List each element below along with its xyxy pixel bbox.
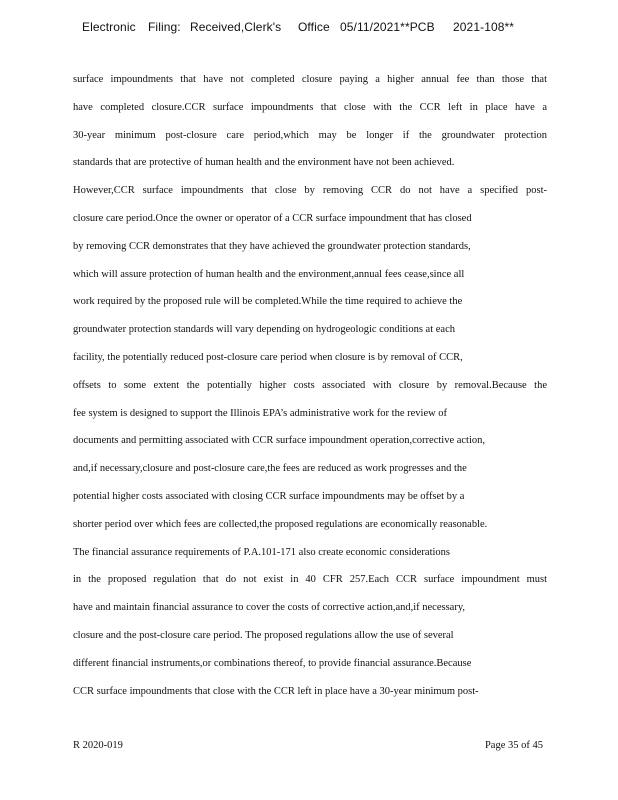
body-text xyxy=(73,70,547,709)
body-line: groundwater protection standards will vary depending on hydrogeologic conditions at each xyxy=(73,324,455,336)
header-office: Office xyxy=(298,20,330,34)
body-line: closure care period.Once the owner or operator of a CCR surface impoundment that has closed xyxy=(73,212,472,224)
docket-number: R 2020-019 xyxy=(73,740,123,751)
page-number: Page 35 of 45 xyxy=(484,740,543,751)
body-line: have and maintain financial assurance to cover the costs of corrective action,and,if necessary, xyxy=(73,602,466,614)
header-filing: Filing: xyxy=(148,20,181,34)
body-line: have completed closure.CCR surface impoundments that close with the CCR left in place have a xyxy=(73,101,547,113)
header-date: 05/11/2021**PCB xyxy=(340,20,435,34)
header-number: 2021-108** xyxy=(453,20,515,34)
header-received: Received,Clerk's xyxy=(190,20,282,34)
body-line: documents and permitting associated with CCR surface impoundment operation,corrective action, xyxy=(73,435,486,447)
body-line: which will assure protection of human health and the environment,annual fees cease,since all xyxy=(73,268,465,280)
body-line: and,if necessary,closure and post-closure care,the fees are reduced as work progresses and the xyxy=(73,463,467,475)
body-line: facility, the potentially reduced post-closure care period when closure is by removal of CCR, xyxy=(73,351,463,363)
body-line: However,CCR surface impoundments that close by removing CCR do not have a specified post- xyxy=(73,185,547,197)
body-line: shorter period over which fees are collected,the proposed regulations are economically reasonable. xyxy=(73,518,488,530)
body-line: by removing CCR demonstrates that they have achieved the groundwater protection standards, xyxy=(73,240,471,252)
body-line: standards that are protective of human health and the environment have not been achieved. xyxy=(73,157,455,169)
body-line: work required by the proposed rule will be completed.While the time required to achieve the xyxy=(73,296,463,308)
body-line: surface impoundments that have not completed closure paying a higher annual fee than those that xyxy=(73,74,547,85)
body-line: CCR surface impoundments that close with the CCR left in place have a 30-year minimum post- xyxy=(73,685,479,697)
body-line: potential higher costs associated with closing CCR surface impoundments may be offset by a xyxy=(73,490,465,502)
header-electronic: Electronic xyxy=(82,20,136,34)
body-line: closure and the post-closure care period. The proposed regulations allow the use of several xyxy=(73,629,454,641)
body-line: The financial assurance requirements of P.A.101-171 also create economic considerations xyxy=(73,546,450,558)
body-line: different financial instruments,or combinations thereof, to provide financial assurance.Because xyxy=(73,657,472,669)
body-line: 30-year minimum post-closure care period,which may be longer if the groundwater protection xyxy=(73,129,547,141)
page-footer xyxy=(73,740,543,756)
body-line: offsets to some extent the potentially higher costs associated with closure by removal.Because the xyxy=(73,379,547,391)
body-line: fee system is designed to support the Illinois EPA’s administrative work for the review of xyxy=(73,407,448,419)
body-line: in the proposed regulation that do not exist in 40 CFR 257.Each CCR surface impoundment must xyxy=(73,574,547,586)
